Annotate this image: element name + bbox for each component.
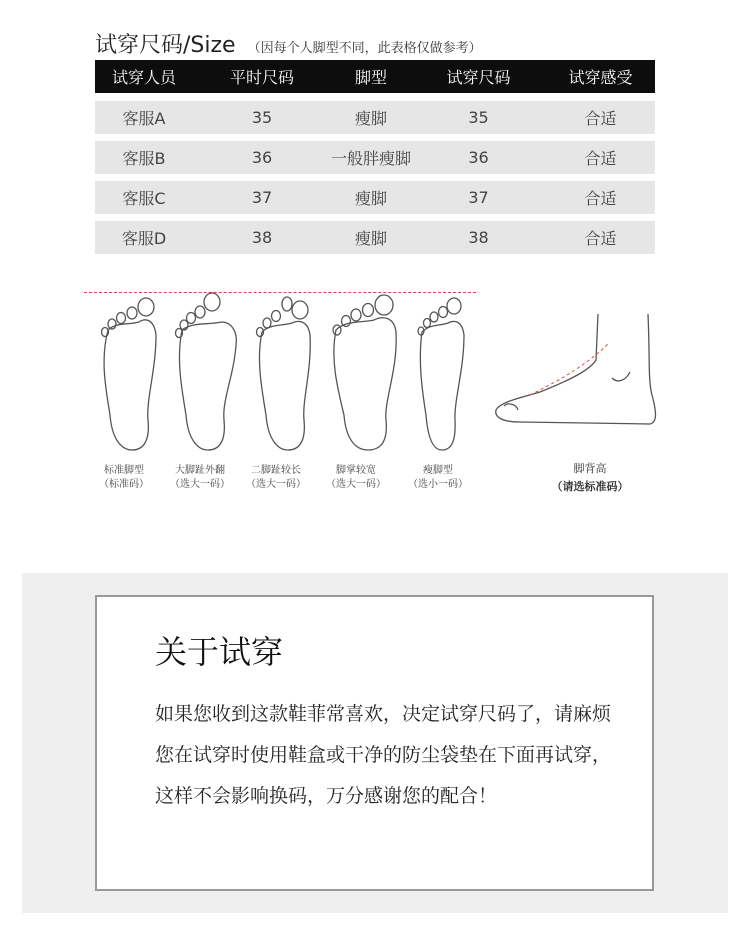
- wide-foot-icon: [328, 290, 404, 455]
- foot-caption: [236, 464, 316, 492]
- side-foot-icon: [490, 300, 670, 440]
- table-cell: 35: [468, 108, 489, 127]
- table-header: [95, 60, 655, 93]
- table-cell: 35: [251, 108, 273, 127]
- table-cell: 合适: [584, 149, 617, 168]
- table-cell: 客服D: [121, 229, 167, 248]
- standard-foot-icon: [94, 290, 164, 455]
- column-header: 试穿感受: [568, 68, 633, 87]
- table-cell: 客服C: [122, 189, 166, 208]
- about-panel: [22, 573, 728, 913]
- table-row: [95, 181, 655, 214]
- page-title: 试穿尺码/Size: [95, 33, 236, 58]
- table-cell: 瘦脚: [354, 189, 387, 208]
- foot-type-advice: （选大一码）: [326, 479, 386, 490]
- instep-illustration: [490, 300, 670, 500]
- column-header: 试穿人员: [111, 68, 176, 87]
- long-second-toe-foot-icon: [250, 290, 320, 455]
- table-cell: 36: [468, 148, 489, 167]
- foot-caption: [398, 464, 478, 492]
- table-row: [95, 221, 655, 254]
- column-header: 平时尺码: [229, 68, 294, 87]
- column-header: 试穿尺码: [446, 68, 511, 87]
- table-cell: 37: [251, 188, 273, 207]
- foot-types-illustration: [84, 282, 484, 512]
- instep-caption: [530, 460, 650, 496]
- size-title-row: [95, 28, 482, 58]
- table-cell: 瘦脚: [354, 109, 387, 128]
- instep-name: 脚背高: [573, 462, 607, 475]
- foot-caption: [160, 464, 240, 492]
- foot-type-advice: （选大一码）: [170, 479, 230, 490]
- table-cell: 客服A: [122, 109, 166, 128]
- table-cell: 一般胖瘦脚: [331, 149, 412, 168]
- table-row: [95, 141, 655, 174]
- foot-type-name: 二脚趾较长: [251, 465, 301, 476]
- foot-type-advice: （选大一码）: [246, 479, 306, 490]
- table-cell: 38: [251, 228, 273, 247]
- foot-type-name: 瘦脚型: [423, 465, 453, 476]
- table-cell: 合适: [584, 109, 617, 128]
- foot-type-advice: （选小一码）: [408, 479, 468, 490]
- table-row: [95, 101, 655, 134]
- title-note: （因每个人脚型不同，此表格仅做参考）: [247, 41, 482, 56]
- foot-type-advice: （标准码）: [99, 479, 149, 490]
- table-cell: 客服B: [122, 149, 166, 168]
- table-cell: 38: [468, 228, 489, 247]
- column-header: 脚型: [354, 68, 387, 87]
- about-box: [95, 595, 654, 891]
- slim-foot-icon: [410, 290, 472, 455]
- table-cell: 36: [251, 148, 273, 167]
- instep-advice: （请选标准码）: [551, 480, 629, 493]
- foot-type-name: 脚掌较宽: [336, 465, 376, 476]
- about-text: 如果您收到这款鞋菲常喜欢，决定试穿尺码了，请麻烦您在试穿时使用鞋盒或干净的防尘袋垫在下面再试穿，这样不会影响换码，万分感谢您的配合！: [155, 703, 612, 807]
- foot-caption: [316, 464, 396, 492]
- size-table: [95, 60, 655, 254]
- table-cell: 合适: [584, 229, 617, 248]
- foot-type-name: 大脚趾外翻: [175, 465, 225, 476]
- foot-type-name: 标准脚型: [104, 465, 144, 476]
- foot-caption: [84, 464, 164, 492]
- table-cell: 合适: [584, 189, 617, 208]
- bunion-foot-icon: [172, 290, 242, 455]
- table-cell: 瘦脚: [354, 229, 387, 248]
- about-title: 关于试穿: [155, 633, 284, 671]
- table-cell: 37: [468, 188, 489, 207]
